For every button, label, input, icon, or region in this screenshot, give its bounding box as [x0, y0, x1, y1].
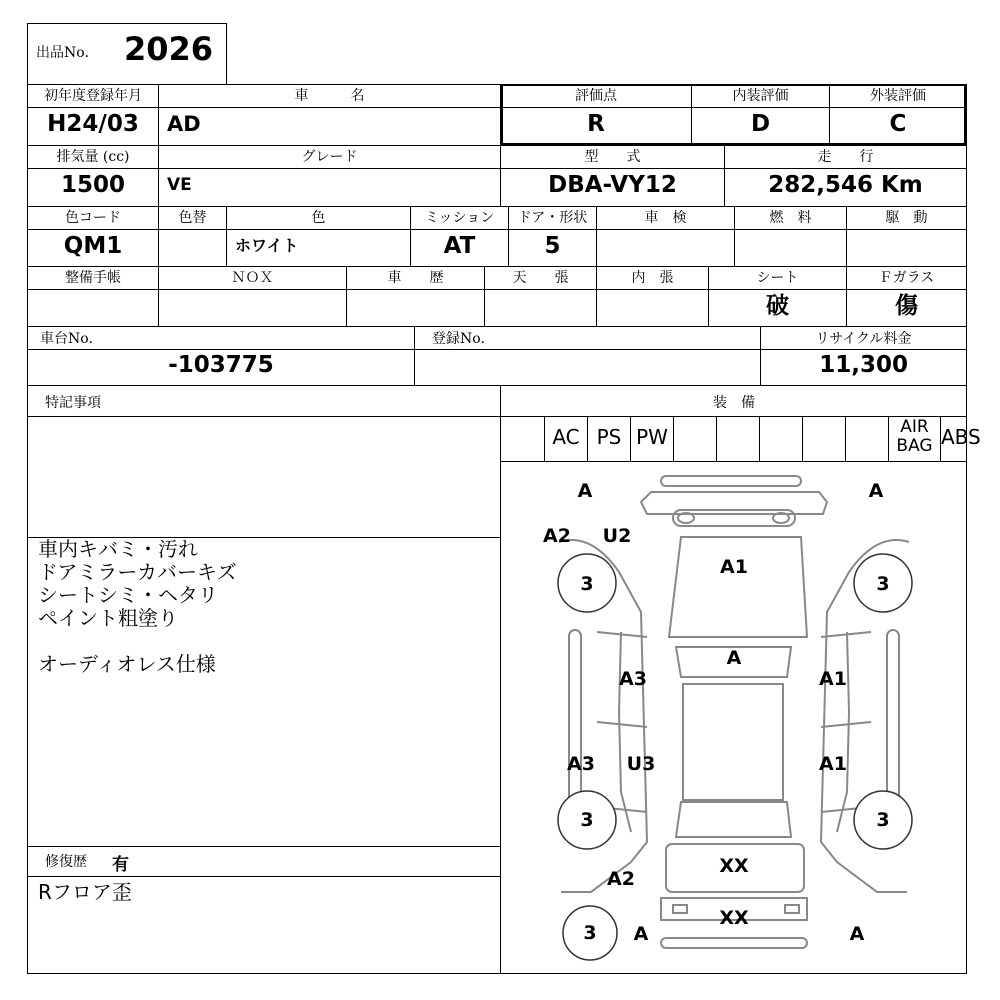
- lot-label: 出品No．: [36, 45, 99, 61]
- color: ホワイト: [235, 236, 299, 255]
- grade-label: グレード: [301, 149, 358, 165]
- mark-fender-left: A2: [543, 525, 571, 547]
- mark-front-left: A: [577, 480, 593, 502]
- car-name-label: 車 名: [294, 88, 365, 104]
- notes-label: 特記事項: [45, 395, 101, 411]
- mark-spare: 3: [583, 922, 597, 944]
- mission-label: ミッション: [424, 210, 495, 226]
- equipment-cell: [716, 416, 759, 461]
- mark-wheel-rr: 3: [876, 809, 890, 831]
- repaint-label: 色替: [178, 210, 207, 226]
- lot-box: [27, 23, 227, 85]
- mark-wheel-rl: 3: [580, 809, 594, 831]
- model-label: 型 式: [584, 149, 641, 165]
- score: R: [587, 111, 605, 137]
- glass-label: Ｆガラス: [878, 270, 935, 286]
- exterior-label: 外装評価: [870, 88, 926, 104]
- glass: 傷: [895, 293, 918, 319]
- mark-fender-left-2: U2: [602, 525, 632, 547]
- equipment-cell: [759, 416, 802, 461]
- mark-hood: A1: [720, 556, 748, 578]
- displacement-label: 排気量 (cc): [56, 149, 130, 165]
- seat-label: シート: [756, 270, 799, 286]
- equipment-cell: [845, 416, 888, 461]
- lining-label: 内 張: [631, 270, 674, 286]
- note-line: オーディオレス仕様: [38, 652, 216, 676]
- lot-number: 2026: [124, 30, 214, 68]
- mark-door-fl: A3: [619, 668, 647, 690]
- interior-score: D: [750, 111, 771, 137]
- registration-label: 登録No．: [432, 331, 495, 347]
- equipment-label: PW: [636, 425, 668, 449]
- mileage-label: 走 行: [817, 149, 874, 165]
- grade: VE: [167, 175, 192, 195]
- mark-quarter-left: A2: [607, 868, 635, 890]
- inspection-label: 車 検: [644, 210, 687, 226]
- mark-door-rr: A1: [819, 753, 847, 775]
- drive-label: 駆 動: [885, 210, 928, 226]
- door-label: ドア・形状: [517, 210, 588, 226]
- equipment-cell: [888, 416, 940, 461]
- equipment-cell: [544, 416, 587, 461]
- fuel-label: 燃 料: [769, 210, 812, 226]
- color-code-label: 色コード: [65, 210, 121, 226]
- recycle-fee: 11,300: [819, 352, 908, 378]
- equipment-cell: [802, 416, 845, 461]
- mark-wheel-fl: 3: [580, 573, 594, 595]
- equipment-label: PS: [596, 425, 622, 449]
- seat: 破: [766, 293, 789, 319]
- equipment-label: AIR BAG: [896, 417, 933, 456]
- equipment-label: AC: [552, 425, 580, 449]
- score-label: 評価点: [575, 88, 617, 104]
- reg-year-label: 初年度登録年月: [44, 88, 142, 104]
- interior-label: 内装評価: [732, 88, 789, 104]
- note-line: 車内キバミ・汚れ: [38, 537, 198, 561]
- mark-trunk: XX: [719, 855, 749, 877]
- mark-rear-bumper: XX: [719, 907, 749, 929]
- car-name: AD: [167, 112, 201, 136]
- equipment-cell: [940, 416, 981, 461]
- equipment-cell: [673, 416, 716, 461]
- mark-front-right: A: [868, 480, 884, 502]
- color-code: QM1: [63, 233, 123, 259]
- mark-door-fr: A1: [819, 668, 847, 690]
- equipment-cell: [630, 416, 673, 461]
- equipment-cell: [501, 416, 544, 461]
- repair-value: 有: [112, 855, 129, 875]
- equipment-label: 装 備: [713, 395, 755, 411]
- nox-label: ＮＯＸ: [231, 270, 274, 286]
- sunroof-label: 天 張: [512, 270, 569, 286]
- recycle-label: リサイクル料金: [815, 331, 912, 347]
- mark-rear-right: A: [849, 923, 865, 945]
- note-line: ドアミラーカバーキズ: [38, 560, 237, 584]
- reg-year: H24/03: [47, 111, 139, 137]
- mileage: 282,546 Km: [768, 172, 923, 198]
- mark-door-rl: A3: [567, 753, 595, 775]
- note-line: シートシミ・ヘタリ: [38, 583, 218, 607]
- mark-wheel-fr: 3: [876, 573, 890, 595]
- chassis-label: 車台No．: [40, 331, 103, 347]
- model: DBA-VY12: [548, 172, 677, 198]
- equipment-label: ABS: [941, 425, 981, 449]
- displacement: 1500: [60, 172, 125, 198]
- exterior-score: C: [889, 111, 907, 137]
- repair-label: 修復歴: [45, 854, 87, 870]
- mark-roof: A: [726, 647, 742, 669]
- repair-detail: Rフロア歪: [38, 880, 132, 904]
- equipment-cell: [587, 416, 630, 461]
- note-line: ペイント粗塗り: [38, 606, 178, 630]
- mark-rear-left: A: [633, 923, 649, 945]
- chassis-number: -103775: [168, 352, 274, 378]
- mark-door-rl-2: U3: [626, 753, 656, 775]
- history-label: 車 歴: [387, 270, 444, 286]
- equipment-row: [501, 416, 981, 461]
- maintenance-label: 整備手帳: [65, 270, 121, 286]
- color-label: 色: [311, 210, 326, 226]
- mission: AT: [443, 233, 476, 259]
- door: 5: [544, 233, 561, 259]
